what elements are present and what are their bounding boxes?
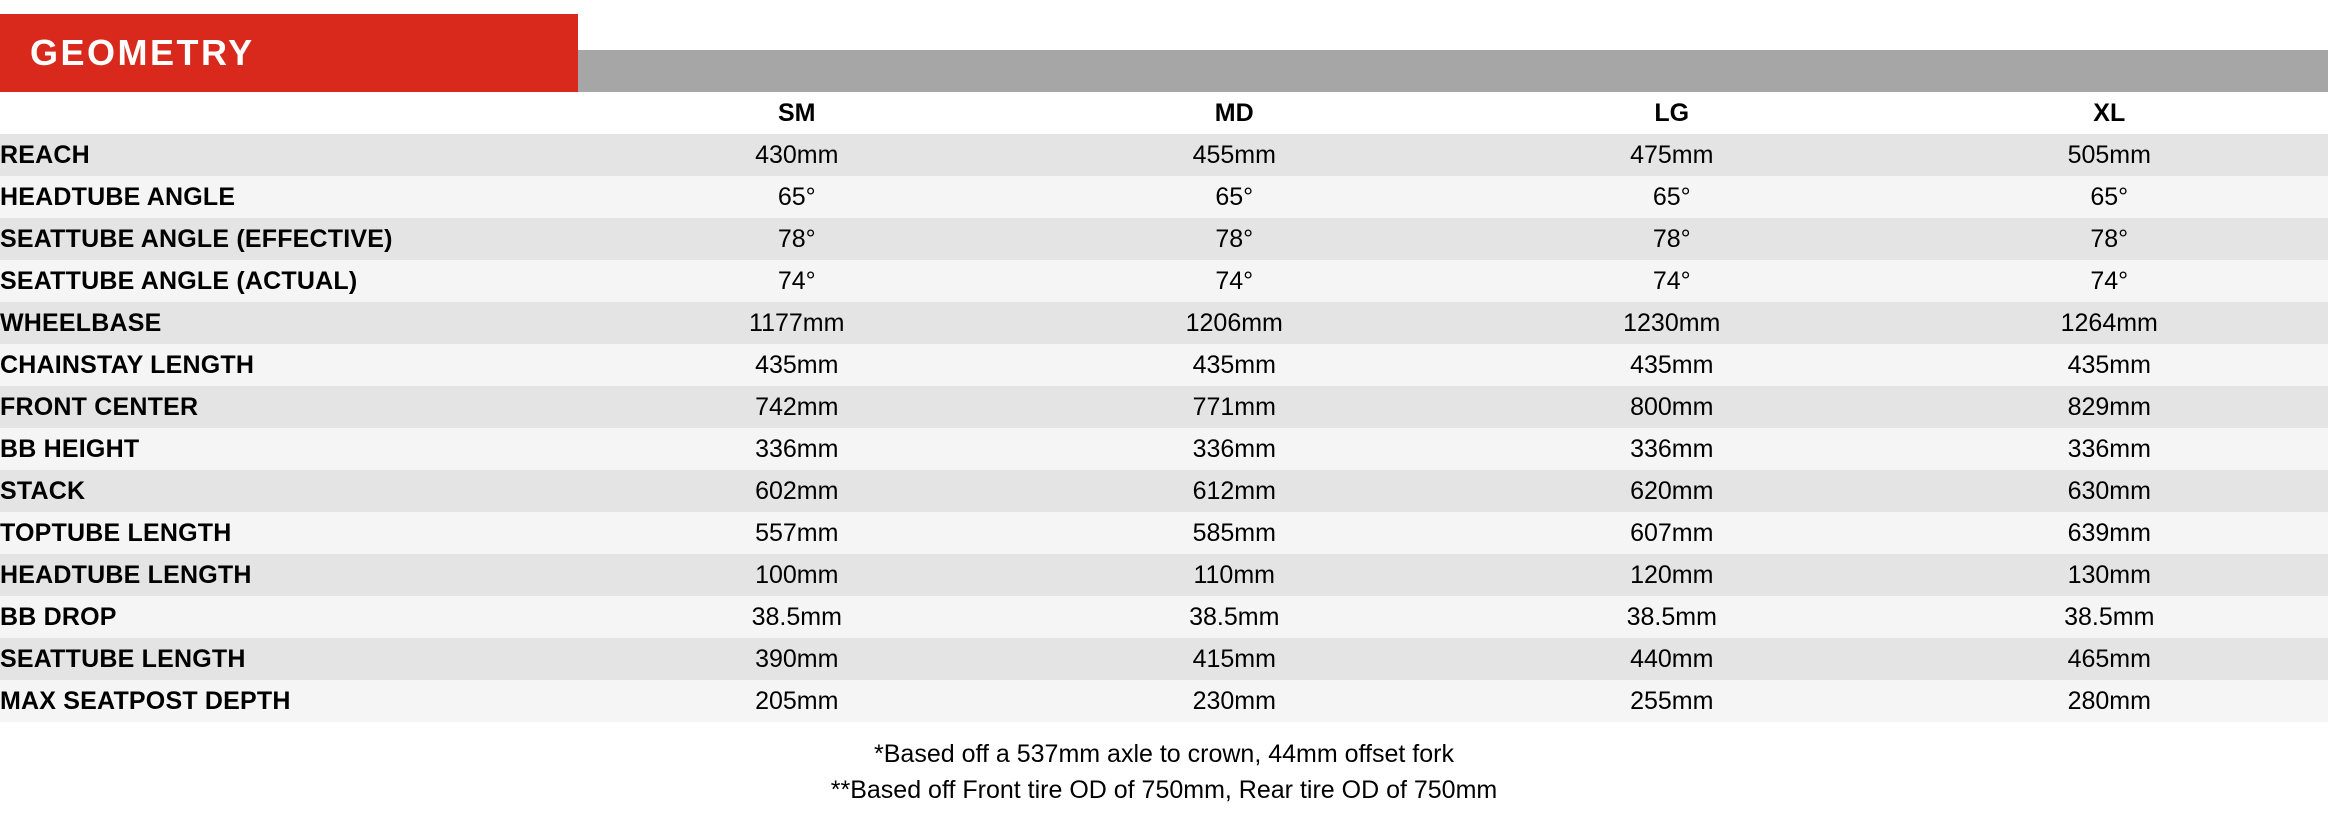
cell-lg: 620mm <box>1453 470 1891 512</box>
cell-md: 415mm <box>1016 638 1454 680</box>
cell-lg: 74° <box>1453 260 1891 302</box>
column-header-md: MD <box>1016 92 1454 134</box>
row-label: SEATTUBE ANGLE (EFFECTIVE) <box>0 218 578 260</box>
cell-lg: 336mm <box>1453 428 1891 470</box>
table-row <box>0 638 2328 680</box>
cell-sm: 430mm <box>578 134 1016 176</box>
cell-md: 771mm <box>1016 386 1454 428</box>
cell-md: 585mm <box>1016 512 1454 554</box>
table-row <box>0 554 2328 596</box>
cell-lg: 255mm <box>1453 680 1891 722</box>
table-body <box>0 134 2328 722</box>
cell-md: 455mm <box>1016 134 1454 176</box>
column-header-xl: XL <box>1891 92 2328 134</box>
cell-xl: 38.5mm <box>1891 596 2328 638</box>
cell-sm: 205mm <box>578 680 1016 722</box>
cell-sm: 65° <box>578 176 1016 218</box>
row-label: SEATTUBE LENGTH <box>0 638 578 680</box>
row-label: REACH <box>0 134 578 176</box>
cell-xl: 65° <box>1891 176 2328 218</box>
cell-lg: 65° <box>1453 176 1891 218</box>
cell-lg: 435mm <box>1453 344 1891 386</box>
cell-md: 110mm <box>1016 554 1454 596</box>
row-label: CHAINSTAY LENGTH <box>0 344 578 386</box>
row-label: HEADTUBE ANGLE <box>0 176 578 218</box>
cell-sm: 390mm <box>578 638 1016 680</box>
cell-sm: 38.5mm <box>578 596 1016 638</box>
row-label: MAX SEATPOST DEPTH <box>0 680 578 722</box>
cell-xl: 505mm <box>1891 134 2328 176</box>
cell-lg: 475mm <box>1453 134 1891 176</box>
cell-xl: 1264mm <box>1891 302 2328 344</box>
row-label: SEATTUBE ANGLE (ACTUAL) <box>0 260 578 302</box>
title-block <box>0 14 578 92</box>
row-label: TOPTUBE LENGTH <box>0 512 578 554</box>
row-label: HEADTUBE LENGTH <box>0 554 578 596</box>
cell-xl: 78° <box>1891 218 2328 260</box>
cell-xl: 435mm <box>1891 344 2328 386</box>
cell-xl: 829mm <box>1891 386 2328 428</box>
cell-xl: 639mm <box>1891 512 2328 554</box>
cell-md: 78° <box>1016 218 1454 260</box>
cell-md: 435mm <box>1016 344 1454 386</box>
cell-xl: 336mm <box>1891 428 2328 470</box>
cell-lg: 120mm <box>1453 554 1891 596</box>
cell-sm: 602mm <box>578 470 1016 512</box>
cell-xl: 74° <box>1891 260 2328 302</box>
table-row <box>0 470 2328 512</box>
table-row <box>0 176 2328 218</box>
cell-md: 230mm <box>1016 680 1454 722</box>
cell-md: 612mm <box>1016 470 1454 512</box>
cell-lg: 800mm <box>1453 386 1891 428</box>
column-header-sm: SM <box>578 92 1016 134</box>
chart-header <box>0 14 2328 92</box>
cell-sm: 742mm <box>578 386 1016 428</box>
geometry-chart <box>0 14 2328 836</box>
footnotes <box>0 736 2328 809</box>
cell-lg: 440mm <box>1453 638 1891 680</box>
cell-md: 336mm <box>1016 428 1454 470</box>
table-row <box>0 302 2328 344</box>
table-row <box>0 680 2328 722</box>
cell-md: 38.5mm <box>1016 596 1454 638</box>
row-label: BB DROP <box>0 596 578 638</box>
table-row <box>0 134 2328 176</box>
row-label: BB HEIGHT <box>0 428 578 470</box>
cell-md: 1206mm <box>1016 302 1454 344</box>
footnote-axle-to-crown: *Based off a 537mm axle to crown, 44mm offset fork <box>0 736 2328 772</box>
table-head <box>0 92 2328 134</box>
cell-lg: 607mm <box>1453 512 1891 554</box>
cell-xl: 280mm <box>1891 680 2328 722</box>
column-header-lg: LG <box>1453 92 1891 134</box>
cell-sm: 435mm <box>578 344 1016 386</box>
cell-lg: 78° <box>1453 218 1891 260</box>
cell-xl: 630mm <box>1891 470 2328 512</box>
cell-sm: 336mm <box>578 428 1016 470</box>
geometry-table <box>0 92 2328 722</box>
cell-md: 65° <box>1016 176 1454 218</box>
cell-xl: 130mm <box>1891 554 2328 596</box>
cell-md: 74° <box>1016 260 1454 302</box>
table-row <box>0 386 2328 428</box>
table-row <box>0 260 2328 302</box>
footnote-tire-od: **Based off Front tire OD of 750mm, Rear tire OD of 750mm <box>0 772 2328 808</box>
cell-sm: 557mm <box>578 512 1016 554</box>
table-row <box>0 596 2328 638</box>
row-label: STACK <box>0 470 578 512</box>
row-label: FRONT CENTER <box>0 386 578 428</box>
table-row <box>0 512 2328 554</box>
page-title: GEOMETRY <box>30 32 255 74</box>
table-row <box>0 218 2328 260</box>
table-header-row <box>0 92 2328 134</box>
cell-sm: 78° <box>578 218 1016 260</box>
cell-xl: 465mm <box>1891 638 2328 680</box>
cell-lg: 1230mm <box>1453 302 1891 344</box>
column-header-label <box>0 92 578 134</box>
row-label: WHEELBASE <box>0 302 578 344</box>
cell-lg: 38.5mm <box>1453 596 1891 638</box>
table-row <box>0 428 2328 470</box>
cell-sm: 100mm <box>578 554 1016 596</box>
cell-sm: 1177mm <box>578 302 1016 344</box>
cell-sm: 74° <box>578 260 1016 302</box>
header-band <box>578 50 2328 92</box>
table-row <box>0 344 2328 386</box>
